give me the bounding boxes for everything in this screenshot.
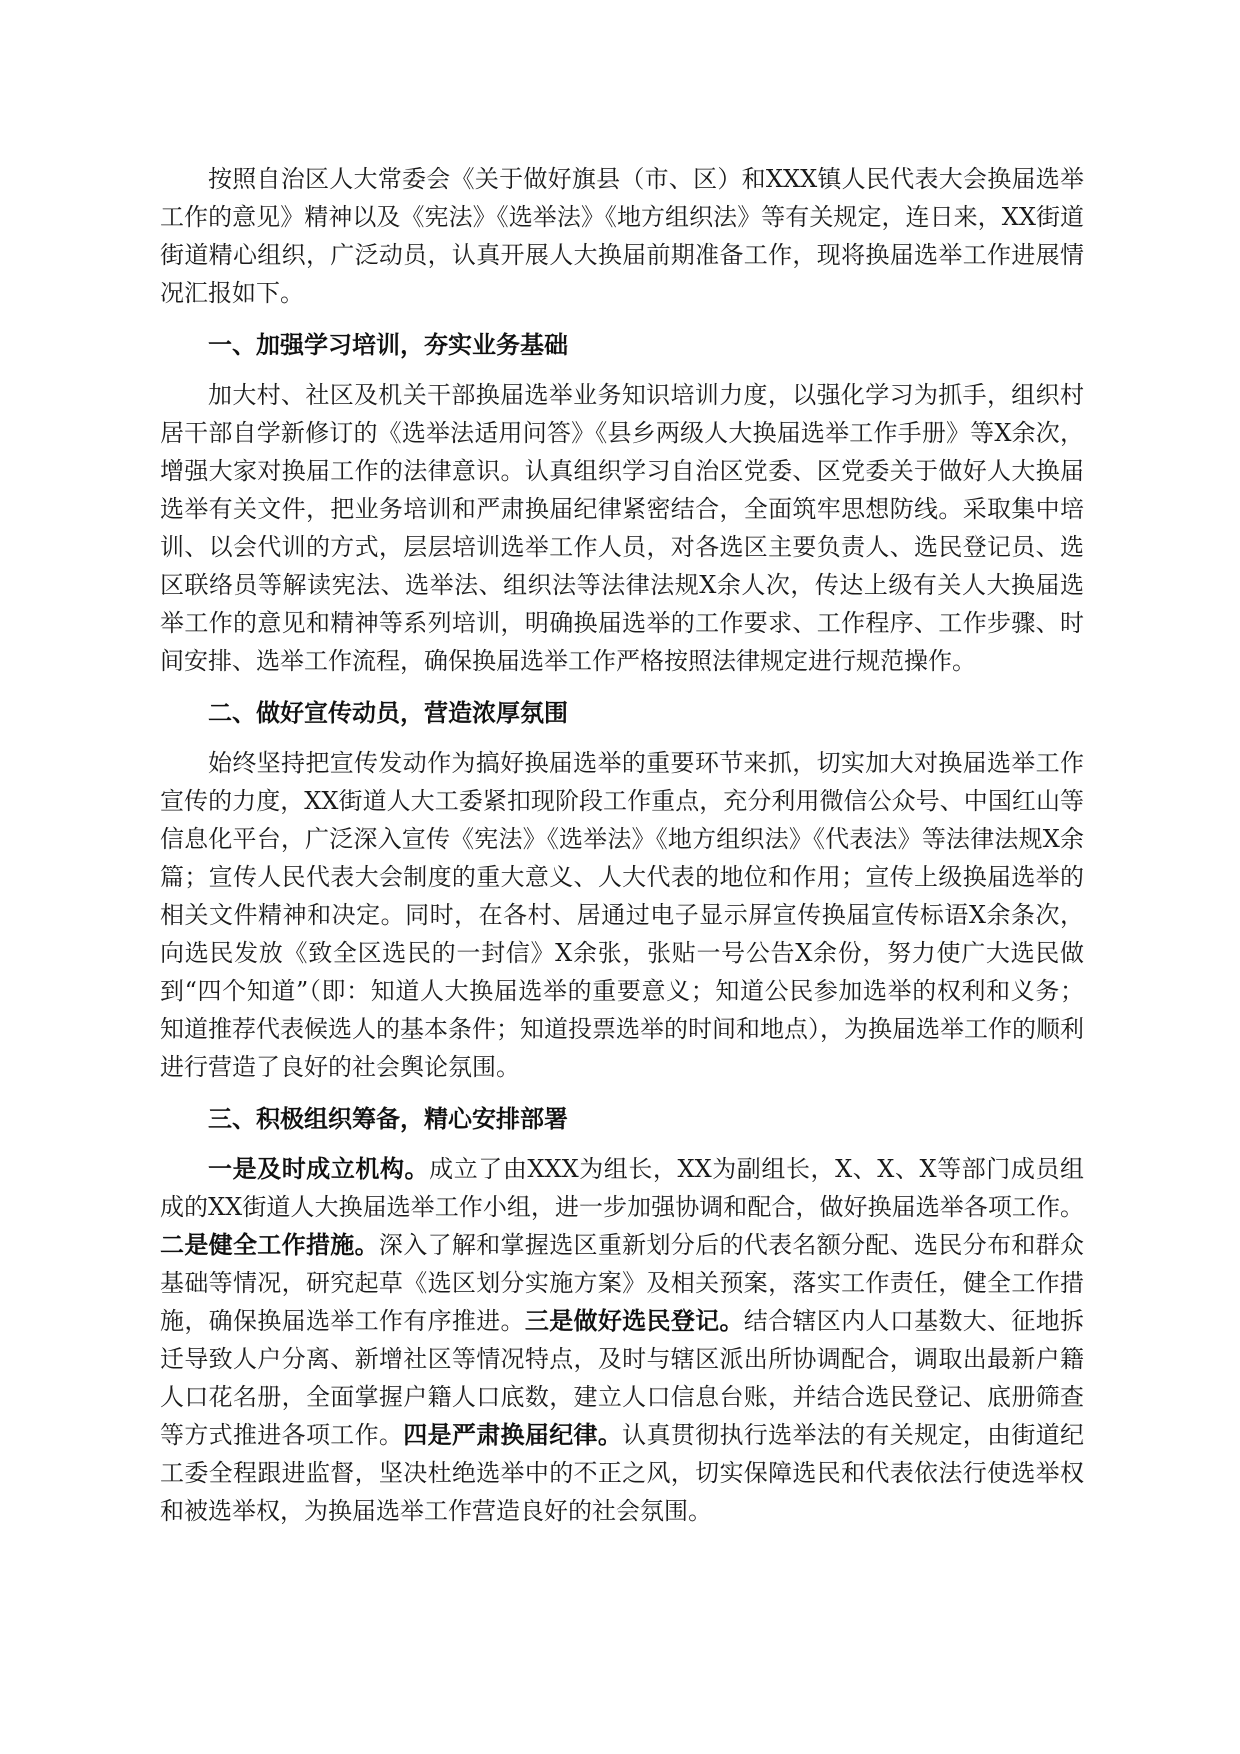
item-text-4: 认真贯彻执行选举法的有关规定，由街道纪工委全程跟进监督，坚决杜绝选举中的不正之风，切实保障选民和代表依法行使选举权和被选举权，为换届选举工作营造良好的社会氛围。 xyxy=(160,1421,1085,1525)
section-heading-2: 二、做好宣传动员，营造浓厚氛围 xyxy=(208,699,568,727)
item-text-2: 深入了解和掌握选区重新划分后的代表名额分配、选民分布和群众基础等情况，研究起草《选区划分实施方案》及相关预案，落实工作责任，健全工作措施，确保换届选举工作有序推进。 xyxy=(160,1231,1085,1335)
item-lead-4: 四是严肃换届纪律。 xyxy=(403,1421,623,1449)
section-heading-1: 一、加强学习培训，夯实业务基础 xyxy=(208,331,568,359)
section-body-2: 始终坚持把宣传发动作为搞好换届选举的重要环节来抓，切实加大对换届选举工作宣传的力度，XX街道人大工委紧扣现阶段工作重点，充分利用微信公众号、中国红山等信息化平台，广泛深入宣传《宪法》《选举法》《地方组织法》《代表法》等法律法规X余篇；宣传人民代表大会制度的重大意义、人大代表的地位和作用；宣传上级换届选举的相关文件精神和决定。同时，在各村、居通过电子显示屏宣传换届宣传标语X余条次，向选民发放《致全区选民的一封信》X余张，张贴一号公告X余份，努力使广大选民做到“四个知道”（即：知道人大换届选举的重要意义；知道公民参加选举的权利和义务；知道推荐代表候选人的基本条件；知道投票选举的时间和地点），为换届选举工作的顺利进行营造了良好的社会舆论氛围。 xyxy=(160,749,1084,1081)
document-body xyxy=(160,160,1084,1530)
section-heading-3: 三、积极组织筹备，精心安排部署 xyxy=(208,1105,568,1133)
item-lead-2: 二是健全工作措施。 xyxy=(160,1231,379,1259)
item-lead-3: 三是做好选民登记。 xyxy=(524,1307,744,1335)
section-body-3 xyxy=(160,1150,1084,1530)
item-text-1: 成立了由XXX为组长，XX为副组长，X、X、X等部门成员组成的XX街道人大换届选举工作小组，进一步加强协调和配合，做好换届选举各项工作。 xyxy=(160,1155,1085,1221)
intro-paragraph: 按照自治区人大常委会《关于做好旗县（市、区）和XXX镇人民代表大会换届选举工作的意见》精神以及《宪法》《选举法》《地方组织法》等有关规定，连日来，XX街道街道精心组织，广泛动员，认真开展人大换届前期准备工作，现将换届选举工作进展情况汇报如下。 xyxy=(160,165,1084,307)
item-lead-1: 一是及时成立机构。 xyxy=(208,1155,430,1183)
section-body-1: 加大村、社区及机关干部换届选举业务知识培训力度，以强化学习为抓手，组织村居干部自学新修订的《选举法适用问答》《县乡两级人大换届选举工作手册》等X余次，增强大家对换届工作的法律意识。认真组织学习自治区党委、区党委关于做好人大换届选举有关文件，把业务培训和严肃换届纪律紧密结合，全面筑牢思想防线。采取集中培训、以会代训的方式，层层培训选举工作人员，对各选区主要负责人、选民登记员、选区联络员等解读宪法、选举法、组织法等法律法规X余人次，传达上级有关人大换届选举工作的意见和精神等系列培训，明确换届选举的工作要求、工作程序、工作步骤、时间安排、选举工作流程，确保换届选举工作严格按照法律规定进行规范操作。 xyxy=(160,381,1084,675)
item-text-3: 结合辖区内人口基数大、征地拆迁导致人户分离、新增社区等情况特点，及时与辖区派出所协调配合，调取出最新户籍人口花名册，全面掌握户籍人口底数，建立人口信息台账，并结合选民登记、底册筛查等方式推进各项工作。 xyxy=(160,1307,1085,1449)
